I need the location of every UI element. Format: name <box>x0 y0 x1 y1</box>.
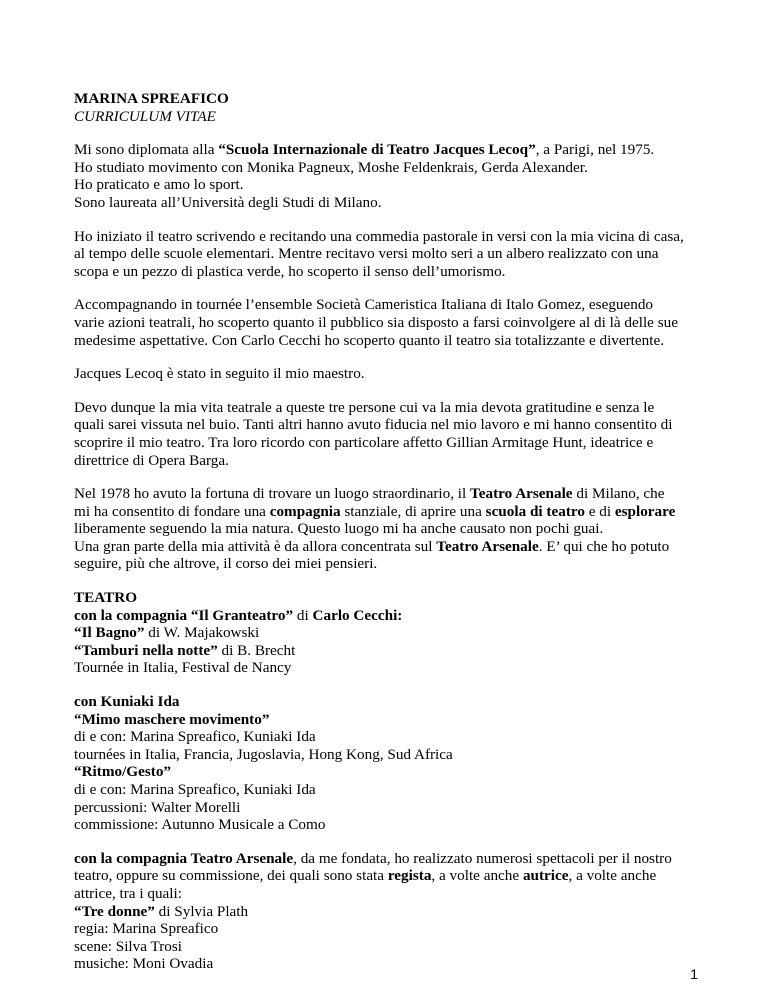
text-run: , a volte anche <box>568 867 657 885</box>
text-run: di e con: Marina Spreafico, Kuniaki Ida <box>74 728 316 746</box>
teatro-section <box>74 589 714 677</box>
text-line <box>74 624 714 642</box>
text-run: Sono laureata all’Università degli Studi di Milano. <box>74 193 382 211</box>
text-run: Ho studiato movimento con Monika Pagneux, Moshe Feldenkrais, Gerda Alexander. <box>74 158 588 176</box>
text-line: Accompagnando in tournée l’ensemble Società Cameristica Italiana di Italo Gomez, eseguendo <box>74 296 654 314</box>
bold-text: Teatro Arsenale <box>436 537 539 555</box>
text-line <box>74 607 714 625</box>
text-line <box>74 555 714 573</box>
text-run: teatro, oppure su commissione, dei quali sono stata <box>74 867 388 885</box>
text-line: Jacques Lecoq è stato in seguito il mio maestro. <box>74 365 365 383</box>
document-page <box>74 90 714 989</box>
text-line <box>74 746 714 764</box>
text-line: quali sarei vissuta nel buio. Tanti altri hanno avuto fiducia nel mio lavoro e mi hanno consentito di <box>74 416 673 434</box>
text-run: percussioni: Walter Morelli <box>74 798 241 816</box>
text-line: varie azioni teatrali, ho scoperto quanto il pubblico sia disposto a farsi coinvolgere al di là delle sue <box>74 313 678 331</box>
bold-text: “Ritmo/Gesto” <box>74 763 172 781</box>
text-line <box>74 955 714 973</box>
text-run: tournées in Italia, Francia, Jugoslavia, Hong Kong, Sud Africa <box>74 745 453 763</box>
text-line: Ho iniziato il teatro scrivendo e recitando una commedia pastorale in versi con la mia vicina di casa, <box>74 227 684 245</box>
bold-text: “Mimo maschere movimento” <box>74 710 270 728</box>
text-run: , a volte anche <box>431 867 523 885</box>
text-run: Mi sono diplomata alla <box>74 141 219 159</box>
text-run: Ho praticato e amo lo sport. <box>74 176 244 194</box>
bold-text: con la compagnia Teatro Arsenale <box>74 849 294 867</box>
text-run: , a Parigi, nel 1975. <box>535 141 655 159</box>
text-line <box>74 642 714 660</box>
text-run: di e con: Marina Spreafico, Kuniaki Ida <box>74 781 316 798</box>
text-line <box>74 799 714 817</box>
text-run: e di <box>584 502 615 520</box>
text-line <box>74 503 714 521</box>
text-line <box>74 885 714 903</box>
bold-text: “Scuola Internazionale di Teatro Jacques Lecoq” <box>218 141 536 159</box>
text-line <box>74 781 714 799</box>
text-line <box>74 176 714 194</box>
text-line <box>74 159 714 177</box>
text-line: direttrice di Opera Barga. <box>74 451 229 469</box>
text-line <box>74 728 714 746</box>
text-run: di <box>296 606 313 624</box>
text-line <box>74 693 714 711</box>
bold-text: Carlo Cecchi: <box>312 606 403 624</box>
text-run: mi ha consentito di fondare una <box>74 502 270 520</box>
text-line <box>74 141 714 159</box>
bold-text: scuola di teatro <box>485 502 585 520</box>
text-run: . E’ qui che ho potuto <box>538 537 670 555</box>
bold-text: autrice <box>522 867 569 885</box>
text-run: musiche: Moni Ovadia <box>74 955 214 973</box>
text-run: Tournée in Italia, Festival de Nancy <box>74 659 292 677</box>
arsenale-paragraph <box>74 485 714 573</box>
granteatro-entry <box>74 607 714 677</box>
text-run: liberamente seguendo la mia natura. Questo luogo mi ha anche causato non pochi guai. <box>74 520 604 538</box>
lecoq-paragraph <box>74 365 714 383</box>
text-line: al tempo delle scuole elementari. Mentre recitavo versi molto seri a un albero realizzato con una <box>74 245 659 263</box>
text-line <box>74 816 714 834</box>
text-run: Una gran parte della mia attività è da allora concentrata sul <box>74 537 437 555</box>
document-header <box>74 90 714 125</box>
text-line: Devo dunque la mia vita teatrale a queste tre persone cui va la mia devota gratitudine e senza le <box>74 398 655 416</box>
text-run: seguire, più che altrove, il corso dei miei pensieri. <box>74 555 378 573</box>
author-name: MARINA SPREAFICO <box>74 90 229 107</box>
text-run: regia: Marina Spreafico <box>74 920 219 938</box>
text-line: scoprire il mio teatro. Tra loro ricordo con particolare affetto Gillian Armitage Hunt, ideatrice e <box>74 433 654 451</box>
text-run: Nel 1978 ho avuto la fortuna di trovare un luogo straordinario, il <box>74 485 471 503</box>
bold-text: “Tre donne” <box>74 902 155 920</box>
section-heading: TEATRO <box>74 589 138 607</box>
text-run: di W. Majakowski <box>144 624 260 642</box>
text-run: stanziale, di aprire una <box>340 502 486 520</box>
text-line <box>74 711 714 729</box>
text-line: scopa e un pezzo di plastica verde, ho scoperto il senso dell’umorismo. <box>74 262 506 280</box>
text-line <box>74 538 714 556</box>
bold-text: con la compagnia “Il Granteatro” <box>74 606 297 624</box>
text-line <box>74 850 714 868</box>
text-line <box>74 763 714 781</box>
text-run: di Milano, che <box>572 485 665 503</box>
text-line <box>74 194 714 212</box>
kuniaki-entry <box>74 693 714 834</box>
bold-text: Teatro Arsenale <box>470 485 573 503</box>
text-run: scene: Silva Trosi <box>74 937 183 955</box>
bold-text: esplorare <box>614 502 676 520</box>
intro-paragraph <box>74 141 714 211</box>
text-run: , da me fondata, ho realizzato numerosi spettacoli per il nostro <box>293 849 672 867</box>
text-line <box>74 867 714 885</box>
bold-text: “Tamburi nella notte” <box>74 641 218 659</box>
document-subtitle: CURRICULUM VITAE <box>74 107 216 125</box>
text-line <box>74 903 714 921</box>
bold-text: compagnia <box>269 502 341 520</box>
text-line <box>74 659 714 677</box>
bold-text: con Kuniaki Ida <box>74 693 180 711</box>
theatre-start-paragraph <box>74 228 714 281</box>
bold-text: “Il Bagno” <box>74 624 145 642</box>
tour-paragraph <box>74 296 714 349</box>
text-line <box>74 485 714 503</box>
bold-text: regista <box>387 867 432 885</box>
text-run: commissione: Autunno Musicale a Como <box>74 816 326 834</box>
text-line <box>74 920 714 938</box>
text-run: attrice, tra i quali: <box>74 884 182 902</box>
text-line: medesime aspettative. Con Carlo Cecchi ho scoperto quanto il teatro sia totalizzante e divertente. <box>74 331 664 349</box>
text-run: di B. Brecht <box>217 641 296 659</box>
text-line <box>74 520 714 538</box>
text-run: di Sylvia Plath <box>154 902 249 920</box>
page-number: 1 <box>690 966 698 982</box>
text-line <box>74 938 714 956</box>
gratitude-paragraph <box>74 399 714 469</box>
arsenale-company-entry <box>74 850 714 973</box>
